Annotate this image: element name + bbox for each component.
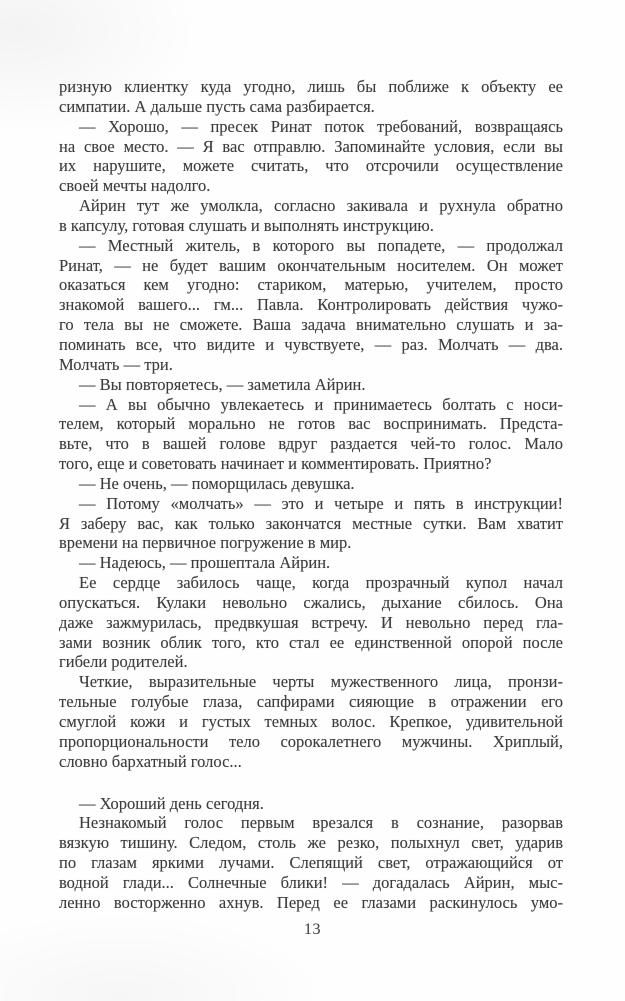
text-line: их нарушите, можете считать, что отсрочили осуществление bbox=[59, 156, 563, 176]
text-line: тельные голубые глаза, сапфирами сияющие в отражении его bbox=[59, 692, 563, 712]
text-line: Молчать — три. bbox=[59, 354, 173, 374]
text-line: ленно восторженно ахнув. Перед ее глазами раскинулось умо- bbox=[59, 892, 563, 912]
text-line: водной глади... Солнечные блики! — догадалась Айрин, мыс- bbox=[59, 872, 563, 892]
text-line: — А вы обычно увлекаетесь и принимаетесь болтать с носи- bbox=[79, 394, 563, 414]
text-line: смуглой кожи и густых темных волос. Крепкое, удивительной bbox=[59, 712, 563, 731]
text-line: того, еще и советовать начинает и комментировать. Приятно? bbox=[59, 454, 492, 474]
text-line: — Хороший день сегодня. bbox=[79, 793, 264, 813]
paragraph bbox=[59, 672, 563, 771]
text-line: — Вы повторяетесь, — заметила Айрин. bbox=[79, 374, 366, 394]
paragraph bbox=[59, 395, 563, 474]
text-line: опускаться. Кулаки невольно сжались, дыхание сбилось. Она bbox=[59, 592, 563, 612]
paragraph bbox=[59, 474, 563, 494]
text-line: пропорциональности тело сорокалетнего мужчины. Хриплый, bbox=[59, 731, 563, 751]
paragraph bbox=[59, 813, 563, 912]
paragraph bbox=[59, 236, 563, 375]
text-line: своей мечты надолго. bbox=[59, 176, 211, 196]
paragraph bbox=[59, 494, 563, 554]
text-line: — Не очень, — поморщилась девушка. bbox=[79, 473, 355, 493]
text-line: словно бархатный голос... bbox=[59, 751, 242, 771]
text-line: вьте, что в вашей голове вдруг раздается чей-то голос. Мало bbox=[59, 434, 563, 454]
text-line: даже зажмурилась, предвкушая встречу. И невольно перед гла- bbox=[59, 612, 563, 632]
text-line: Ее сердце забилось чаще, когда прозрачный купол начал bbox=[79, 573, 563, 593]
paragraph bbox=[59, 117, 563, 196]
paragraph bbox=[59, 77, 563, 117]
text-line: Я заберу вас, как только закончатся местные сутки. Вам хватит bbox=[59, 513, 563, 533]
text-line: времени на первичное погружение в мир. bbox=[59, 533, 352, 553]
page-text-block bbox=[59, 77, 563, 913]
text-line: симпатии. А дальше пусть сама разбирается. bbox=[59, 96, 375, 116]
paragraph bbox=[59, 573, 563, 672]
text-line: Незнакомый голос первым врезался в сознание, разорвав bbox=[79, 813, 563, 833]
text-line: знакомой вашего... гм... Павла. Контролировать действия чужо- bbox=[59, 295, 563, 315]
page-number: 13 bbox=[304, 921, 321, 938]
text-line: го тела вы не сможете. Ваша задача внимательно слушать и за- bbox=[59, 315, 563, 335]
paragraph bbox=[59, 375, 563, 395]
text-line: в капсулу, готовая слушать и выполнять инструкцию. bbox=[59, 215, 434, 235]
text-line: поминать все, что видите и чувствуете, — раз. Молчать — два. bbox=[59, 334, 563, 354]
text-line: Айрин тут же умолкла, согласно закивала и рухнула обратно bbox=[79, 196, 563, 216]
paragraph bbox=[59, 196, 563, 236]
text-line: на свое место. — Я вас отправлю. Запоминайте условия, если вы bbox=[59, 136, 563, 156]
text-line: Ринат, — не будет вашим окончательным носителем. Он может bbox=[59, 255, 563, 275]
text-line: ризную клиентку куда угодно, лишь бы поближе к объекту ее bbox=[59, 77, 563, 96]
text-line: — Надеюсь, — прошептала Айрин. bbox=[79, 553, 331, 573]
text-line: оказаться кем угодно: стариком, матерью, учителем, просто bbox=[59, 275, 563, 295]
paragraph bbox=[59, 553, 563, 573]
text-line: — Хорошо, — пресек Ринат поток требований, возвращаясь bbox=[79, 116, 563, 136]
text-line: телем, который морально не готов вас воспринимать. Предста- bbox=[59, 414, 563, 434]
paragraph bbox=[59, 794, 563, 814]
text-line: Четкие, выразительные черты мужественного лица, пронзи- bbox=[79, 672, 563, 692]
text-line: зами возник облик того, кто стал ее единственной опорой после bbox=[59, 632, 563, 652]
text-line: вязкую тишину. Следом, столь же резко, полыхнул свет, ударив bbox=[59, 833, 563, 853]
text-line: по глазам яркими лучами. Слепящий свет, отражающийся от bbox=[59, 853, 563, 873]
text-line: — Местный житель, в которого вы попадете, — продолжал bbox=[79, 235, 563, 255]
text-line: гибели родителей. bbox=[59, 652, 188, 672]
text-line: — Потому «молчать» — это и четыре и пять в инструкции! bbox=[79, 493, 563, 513]
